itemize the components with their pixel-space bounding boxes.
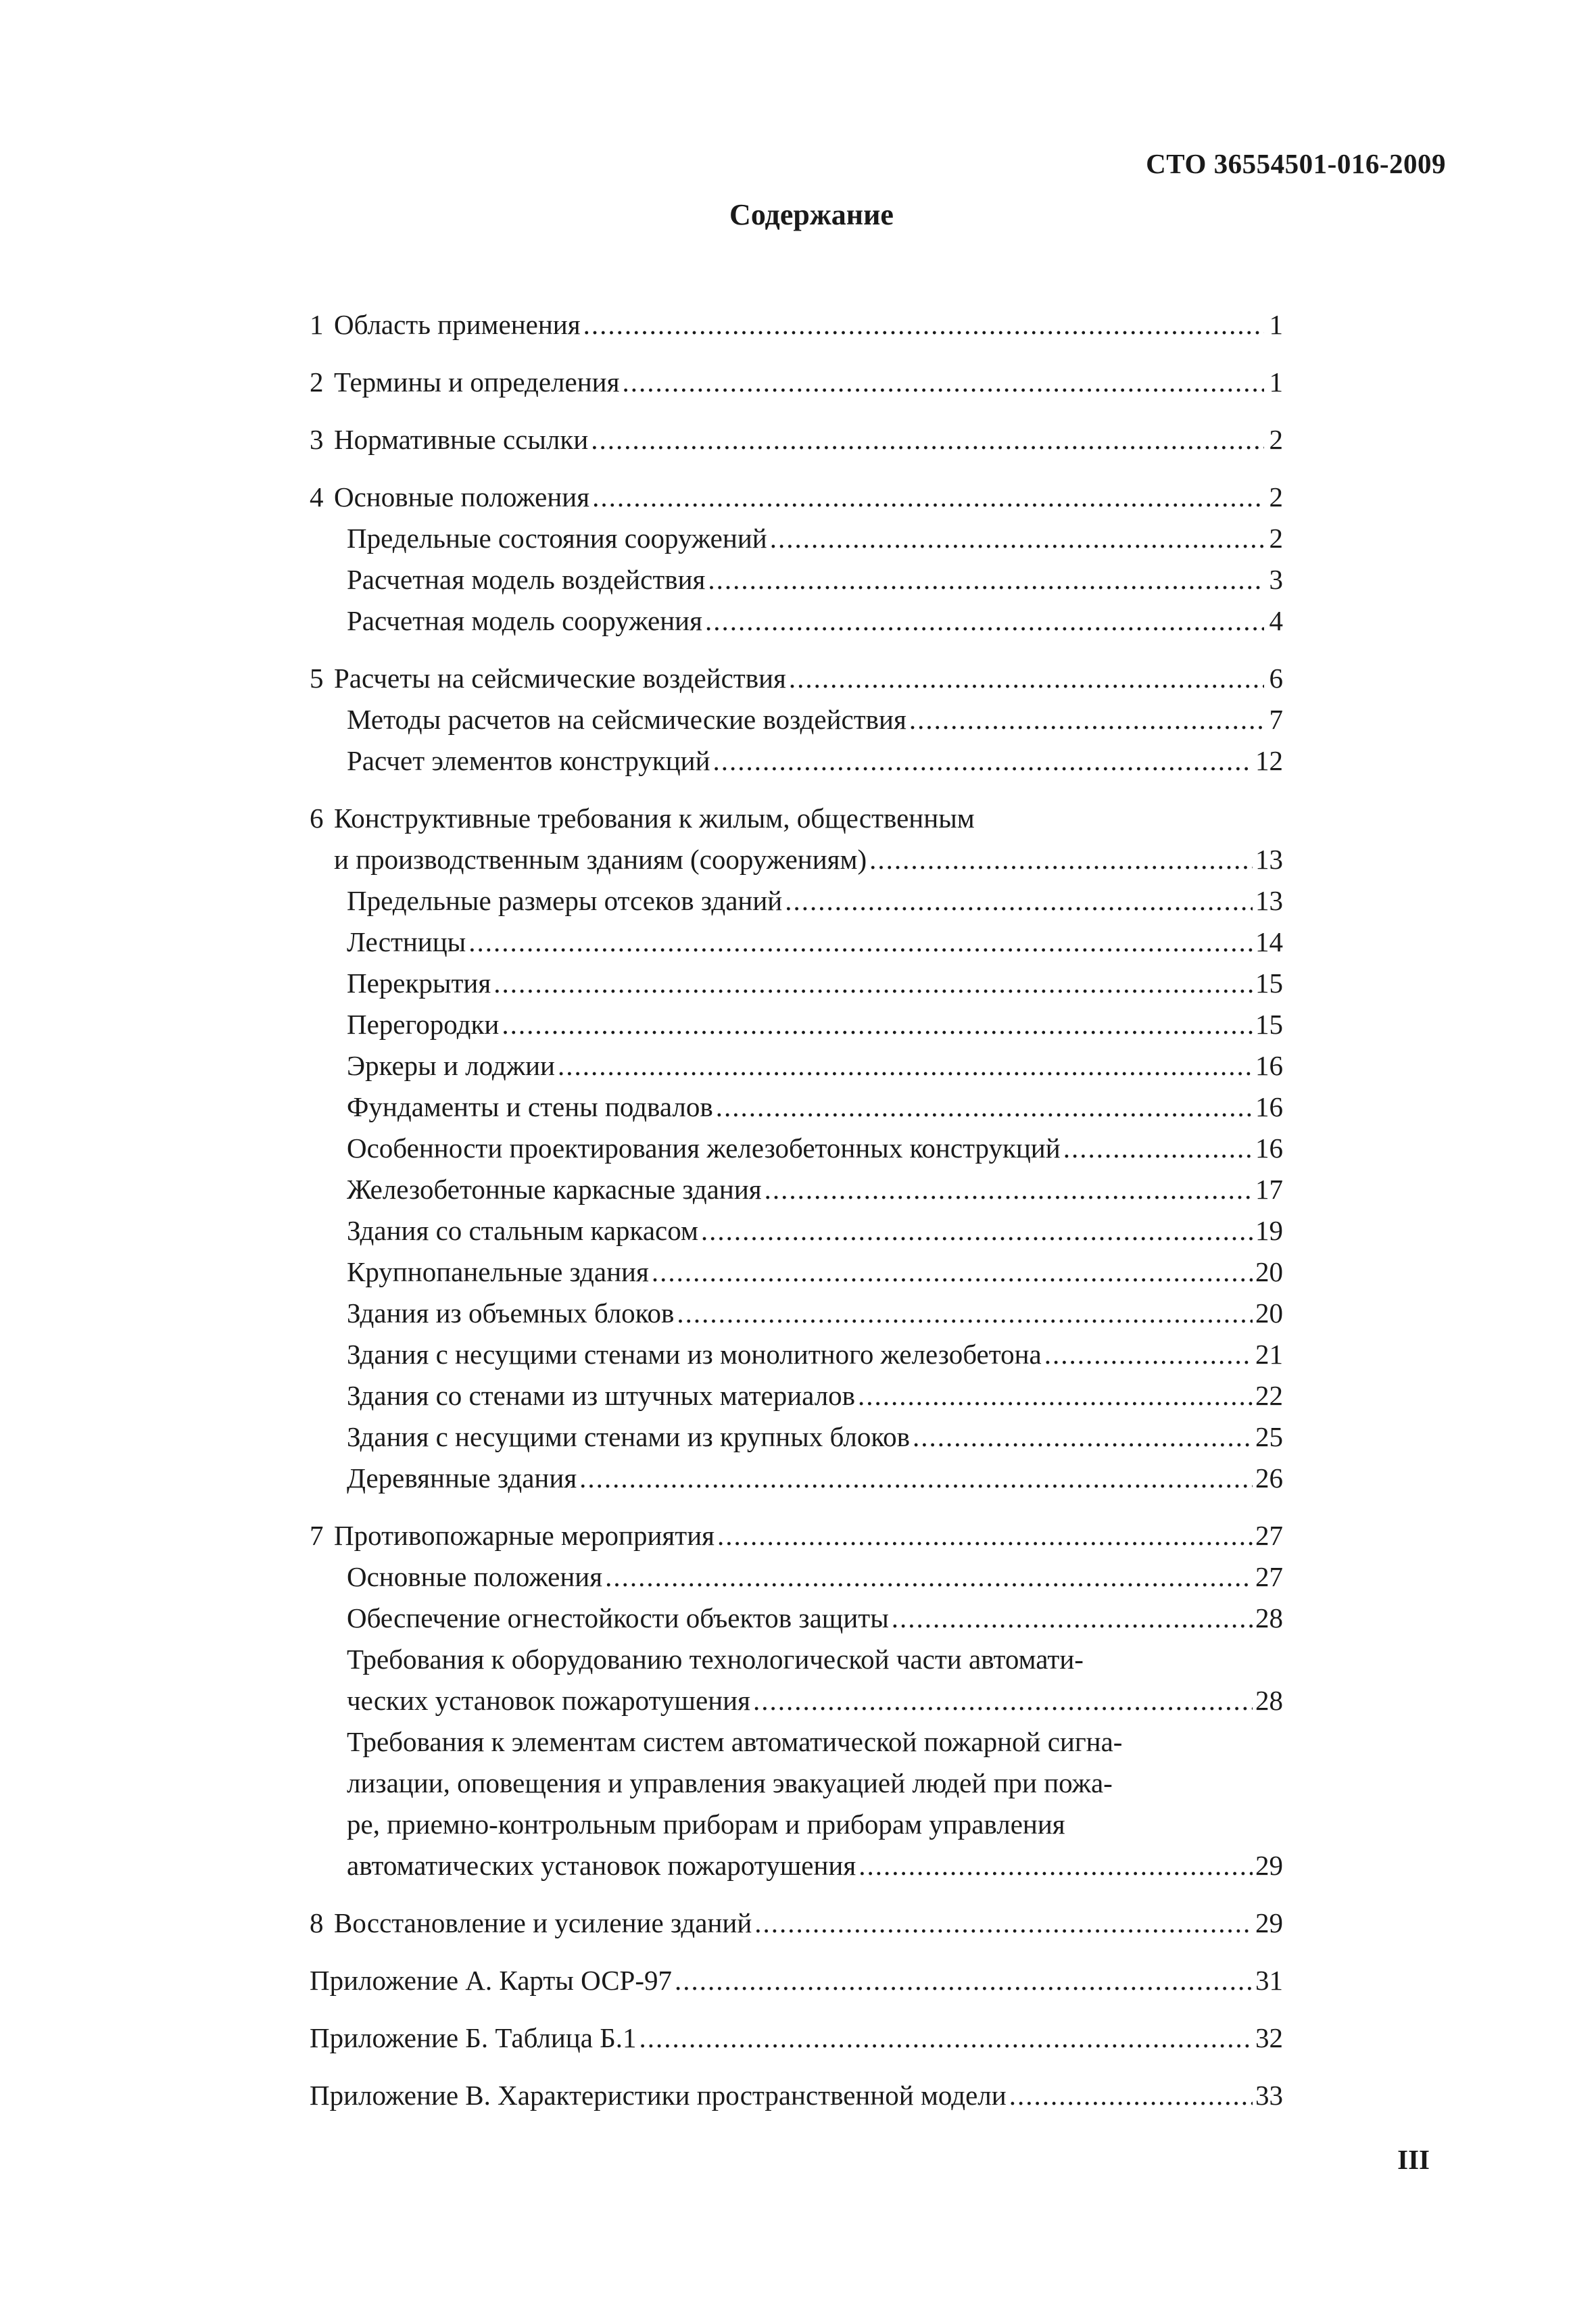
dot-leader: [622, 362, 1264, 403]
toc-page: 17: [1255, 1174, 1283, 1205]
toc-number: 3: [310, 424, 324, 455]
toc-page: 6: [1269, 663, 1283, 694]
toc-label: Железобетонные каркасные здания: [347, 1174, 762, 1205]
toc-page: 25: [1255, 1421, 1283, 1452]
toc-label: Расчет элементов конструкций: [347, 745, 710, 776]
toc-label: Крупнопанельные здания: [347, 1256, 649, 1287]
toc-label-line: Требования к элементам систем автоматической пожарной сигна-: [347, 1726, 1123, 1757]
dot-leader: [909, 699, 1264, 740]
toc-label: Термины и определения: [334, 366, 620, 398]
toc-page: 21: [1255, 1339, 1283, 1370]
toc-label: Здания с несущими стенами из крупных блоков: [347, 1421, 911, 1452]
toc-entry-3[interactable]: [310, 419, 1283, 460]
toc-page: 13: [1255, 844, 1283, 875]
toc-subentry[interactable]: [310, 1556, 1283, 1598]
toc-subentry[interactable]: [310, 1128, 1283, 1169]
dot-leader: [1044, 1334, 1253, 1375]
toc-page: 31: [1255, 1965, 1283, 1996]
toc-subentry[interactable]: [310, 1210, 1283, 1251]
toc-subentry[interactable]: [310, 1598, 1283, 1639]
toc-label: Эркеры и лоджии: [347, 1050, 556, 1081]
toc-label: Нормативные ссылки: [334, 424, 589, 455]
toc-subentry[interactable]: [310, 1169, 1283, 1210]
toc-page: 12: [1255, 745, 1283, 776]
toc-number: 1: [310, 309, 324, 340]
toc-label: Особенности проектирования железобетонных конструкций: [347, 1132, 1061, 1164]
toc-number: 8: [310, 1907, 324, 1938]
toc-entry-8[interactable]: [310, 1903, 1283, 1944]
dot-leader: [675, 1960, 1253, 2001]
dot-leader: [858, 1375, 1253, 1416]
toc-page: 29: [1255, 1907, 1283, 1938]
toc-label: Фундаменты и стены подвалов: [347, 1091, 713, 1122]
toc-number: 5: [310, 663, 324, 694]
toc-label: Приложение Б. Таблица Б.1: [310, 2022, 637, 2053]
toc-label: Основные положения: [334, 481, 590, 512]
toc-label: Перегородки: [347, 1009, 500, 1040]
toc-subentry[interactable]: [310, 699, 1283, 740]
toc-page: 28: [1255, 1602, 1283, 1633]
toc-page: 20: [1255, 1297, 1283, 1329]
dot-leader: [716, 1087, 1253, 1128]
toc-label: Расчетная модель воздействия: [347, 564, 706, 595]
toc-subentry[interactable]: [310, 1004, 1283, 1045]
toc-subentry[interactable]: [310, 740, 1283, 782]
toc-subentry[interactable]: [310, 1251, 1283, 1293]
toc-page: 16: [1255, 1050, 1283, 1081]
toc-entry-6[interactable]: [310, 798, 1283, 880]
toc-page: 2: [1269, 523, 1283, 554]
toc-label: Здания со стальным каркасом: [347, 1215, 698, 1246]
dot-leader: [639, 2018, 1253, 2059]
document-code: СТО 36554501-016-2009: [1146, 148, 1446, 179]
toc-subentry[interactable]: [310, 559, 1283, 600]
toc-subentry[interactable]: [310, 1293, 1283, 1334]
page-title: Содержание: [729, 198, 894, 231]
toc-label: Перекрытия: [347, 968, 491, 999]
toc-page: 15: [1255, 1009, 1283, 1040]
toc-subentry[interactable]: [310, 600, 1283, 642]
toc-label: автоматических установок пожаротушения: [347, 1850, 856, 1881]
dot-leader: [583, 304, 1264, 345]
toc-page: 29: [1255, 1850, 1283, 1881]
toc-label: Методы расчетов на сейсмические воздействия: [347, 704, 906, 735]
toc-entry-7[interactable]: [310, 1515, 1283, 1556]
dot-leader: [913, 1416, 1253, 1458]
toc-label: ческих установок пожаротушения: [347, 1685, 750, 1716]
toc-page: 15: [1255, 968, 1283, 999]
dot-leader: [713, 740, 1253, 782]
toc-subentry[interactable]: [310, 1458, 1283, 1499]
dot-leader: [493, 963, 1253, 1004]
toc-label: Здания из объемных блоков: [347, 1297, 675, 1329]
dot-leader: [468, 922, 1253, 963]
toc-page: 16: [1255, 1132, 1283, 1164]
toc-page: 16: [1255, 1091, 1283, 1122]
toc-page: 1: [1269, 309, 1283, 340]
toc-entry-1[interactable]: [310, 304, 1283, 345]
toc-page: 33: [1255, 2080, 1283, 2111]
dot-leader: [591, 419, 1264, 460]
toc-page: 7: [1269, 704, 1283, 735]
toc-page: 2: [1269, 481, 1283, 512]
toc-subentry[interactable]: [310, 1721, 1283, 1886]
dot-leader: [579, 1458, 1253, 1499]
toc-page: 14: [1255, 926, 1283, 957]
dot-leader: [502, 1004, 1253, 1045]
toc-page: 32: [1255, 2022, 1283, 2053]
dot-leader: [558, 1045, 1253, 1087]
toc-number: 2: [310, 366, 324, 398]
dot-leader: [1063, 1128, 1253, 1169]
dot-leader: [789, 658, 1264, 699]
toc-label: Обеспечение огнестойкости объектов защиты: [347, 1602, 889, 1633]
toc-label: Предельные размеры отсеков зданий: [347, 885, 783, 916]
toc-label: Деревянные здания: [347, 1462, 577, 1494]
toc-subentry[interactable]: [310, 1416, 1283, 1458]
dot-leader: [859, 1845, 1253, 1886]
toc-subentry[interactable]: [310, 963, 1283, 1004]
toc-entry-5[interactable]: [310, 658, 1283, 699]
toc-label: Восстановление и усиление зданий: [334, 1907, 752, 1938]
toc-label: Расчетная модель сооружения: [347, 605, 702, 636]
dot-leader: [592, 477, 1264, 518]
toc-page: 22: [1255, 1380, 1283, 1411]
toc-label: Лестницы: [347, 926, 466, 957]
toc-page: 27: [1255, 1520, 1283, 1551]
toc-label: Приложение А. Карты ОСР-97: [310, 1965, 673, 1996]
dot-leader: [701, 1210, 1253, 1251]
toc-label: и производственным зданиям (сооружениям): [334, 844, 867, 875]
toc-page: 4: [1269, 605, 1283, 636]
toc-subentry[interactable]: [310, 880, 1283, 922]
dot-leader: [705, 600, 1264, 642]
toc-label: Предельные состояния сооружений: [347, 523, 767, 554]
dot-leader: [717, 1515, 1253, 1556]
toc-label-line: Требования к оборудованию технологической части автомати-: [347, 1644, 1084, 1675]
toc-label-line: лизации, оповещения и управления эвакуацией людей при пожа-: [347, 1767, 1113, 1798]
toc-page: 26: [1255, 1462, 1283, 1494]
dot-leader: [765, 1169, 1253, 1210]
dot-leader: [892, 1598, 1253, 1639]
dot-leader: [708, 559, 1264, 600]
toc-subentry[interactable]: [310, 922, 1283, 963]
table-of-contents: [310, 304, 1283, 2116]
dot-leader: [753, 1680, 1253, 1721]
toc-label: Приложение В. Характеристики пространственной модели: [310, 2080, 1007, 2111]
toc-label: Область применения: [334, 309, 581, 340]
toc-subentry[interactable]: [310, 1375, 1283, 1416]
toc-page: 1: [1269, 366, 1283, 398]
toc-number: 4: [310, 481, 324, 512]
toc-label-line: Конструктивные требования к жилым, общественным: [334, 803, 975, 834]
toc-label-line: ре, приемно-контрольным приборам и приборам управления: [347, 1809, 1065, 1840]
toc-page: 13: [1255, 885, 1283, 916]
toc-label: Противопожарные мероприятия: [334, 1520, 715, 1551]
toc-label: Расчеты на сейсмические воздействия: [334, 663, 786, 694]
dot-leader: [869, 839, 1253, 880]
toc-subentry[interactable]: [310, 1334, 1283, 1375]
toc-appendix-b[interactable]: [310, 2018, 1283, 2059]
toc-appendix-v[interactable]: [310, 2075, 1283, 2116]
toc-label: Здания со стенами из штучных материалов: [347, 1380, 856, 1411]
dot-leader: [677, 1293, 1253, 1334]
toc-number: 7: [310, 1520, 324, 1551]
toc-number: 6: [310, 803, 324, 834]
dot-leader: [652, 1251, 1253, 1293]
toc-entry-4[interactable]: [310, 477, 1283, 518]
toc-page: 27: [1255, 1561, 1283, 1592]
page-number: III: [1397, 2144, 1430, 2175]
dot-leader: [754, 1903, 1253, 1944]
toc-label: Здания с несущими стенами из монолитного железобетона: [347, 1339, 1042, 1370]
toc-subentry[interactable]: [310, 518, 1283, 559]
toc-label: Основные положения: [347, 1561, 603, 1592]
toc-appendix-a[interactable]: [310, 1960, 1283, 2001]
toc-page: 19: [1255, 1215, 1283, 1246]
toc-entry-2[interactable]: [310, 362, 1283, 403]
dot-leader: [1009, 2075, 1253, 2116]
dot-leader: [605, 1556, 1253, 1598]
dot-leader: [785, 880, 1253, 922]
toc-subentry[interactable]: [310, 1639, 1283, 1721]
toc-page: 3: [1269, 564, 1283, 595]
toc-page: 2: [1269, 424, 1283, 455]
toc-subentry[interactable]: [310, 1087, 1283, 1128]
toc-subentry[interactable]: [310, 1045, 1283, 1087]
toc-page: 28: [1255, 1685, 1283, 1716]
dot-leader: [770, 518, 1264, 559]
toc-page: 20: [1255, 1256, 1283, 1287]
